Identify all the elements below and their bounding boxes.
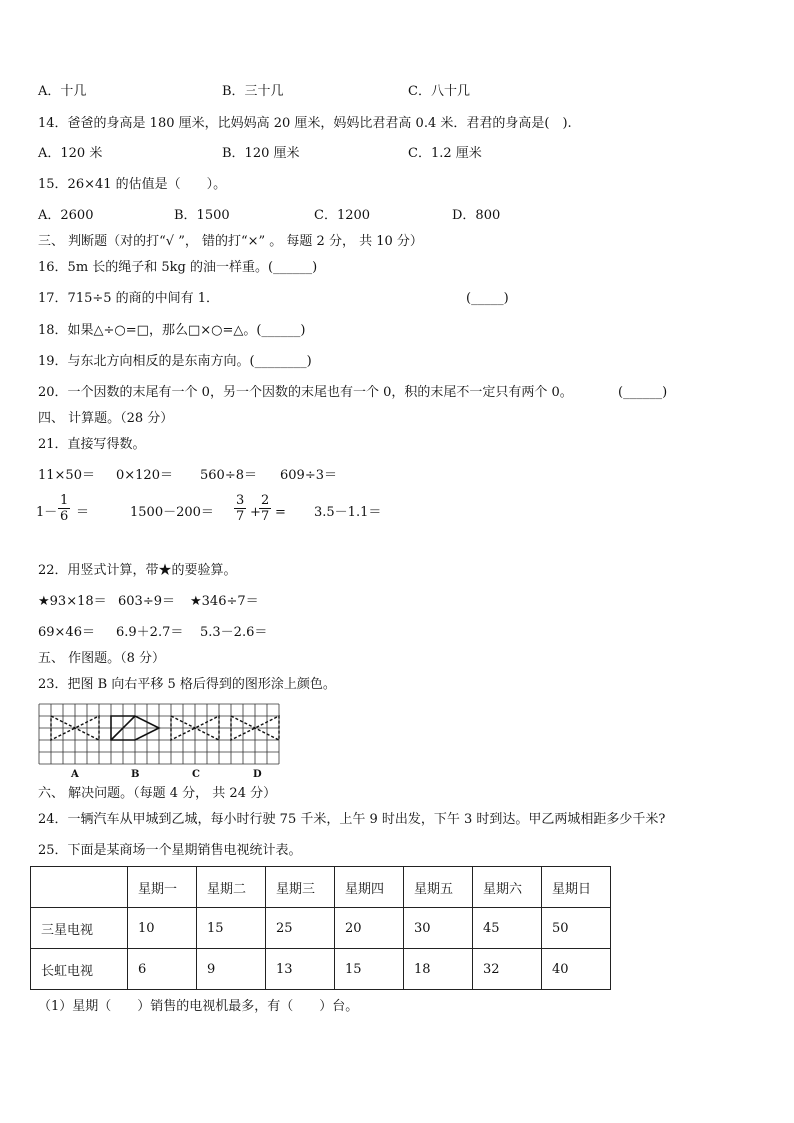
figure-label-a: A — [71, 769, 79, 780]
q21-expr-1: 11×50＝ — [38, 468, 95, 483]
q22-expr-4: 69×46＝ — [38, 625, 95, 640]
table-row — [31, 908, 611, 949]
tv-sales-table — [30, 866, 611, 990]
q13-option-b: B．三十几 — [222, 84, 284, 99]
table-header-cell: 星期日 — [542, 867, 611, 908]
fraction-numerator: 1 — [60, 493, 69, 508]
table-cell: 40 — [542, 949, 611, 990]
q23-stem: 23．把图 B 向右平移 5 格后得到的图形涂上颜色。 — [38, 677, 336, 692]
table-cell: 18 — [404, 949, 473, 990]
table-header-cell: 星期三 — [266, 867, 335, 908]
table-cell: 30 — [404, 908, 473, 949]
table-cell: 25 — [266, 908, 335, 949]
table-cell: 9 — [197, 949, 266, 990]
q13-option-a: A．十几 — [38, 84, 87, 99]
section3-heading: 三、 判断题（对的打“√ ”， 错的打“×” 。 每题 2 分， 共 10 分） — [38, 234, 423, 249]
table-row-label: 三星电视 — [31, 908, 128, 949]
q21-expr-3: 560÷8＝ — [200, 468, 257, 483]
table-cell: 50 — [542, 908, 611, 949]
q21-expr-5-prefix: 1－ — [36, 505, 58, 520]
q25-sub-question-1: （1）星期（ ）销售的电视机最多，有（ ）台。 — [38, 999, 359, 1014]
table-header-row — [31, 867, 611, 908]
table-row — [31, 949, 611, 990]
section6-heading: 六、 解决问题。（每题 4 分， 共 24 分） — [38, 786, 277, 801]
q21-expr-2: 0×120＝ — [116, 468, 173, 483]
q14-option-a: A．120 米 — [38, 146, 103, 161]
q21-expr-8: 3.5－1.1＝ — [314, 505, 382, 520]
fraction-denominator: 6 — [60, 509, 69, 524]
fraction-denominator: 7 — [261, 509, 270, 524]
table-cell: 20 — [335, 908, 404, 949]
section4-heading: 四、 计算题。（28 分） — [38, 411, 174, 426]
q22-expr-3: ★346÷7＝ — [190, 594, 259, 609]
q21-fraction-3-7 — [234, 493, 246, 524]
q21-expr-4: 609÷3＝ — [280, 468, 337, 483]
figure-label-c: C — [192, 769, 200, 780]
q15-option-b: B．1500 — [174, 208, 230, 223]
q17-text: 17．715÷5 的商的中间有 1． — [38, 291, 220, 306]
figure-label-d: D — [253, 769, 262, 780]
q20-text: 20．一个因数的末尾有一个 0，另一个因数的末尾也有一个 0，积的末尾不一定只有两个 0。 — [38, 385, 573, 400]
q13-option-c: C．八十几 — [408, 84, 470, 99]
q22-expr-2: 603÷9＝ — [118, 594, 175, 609]
q22-stem: 22．用竖式计算，带★的要验算。 — [38, 563, 237, 578]
q18-text: 18．如果△÷○=□，那么□×○=△。(______) — [38, 323, 306, 338]
q19-text: 19．与东北方向相反的是东南方向。(________) — [38, 354, 312, 369]
q15-option-c: C．1200 — [314, 208, 371, 223]
q15-option-d: D．800 — [452, 208, 501, 223]
q15-stem: 15．26×41 的估值是（ ）。 — [38, 177, 227, 192]
table-cell: 6 — [128, 949, 197, 990]
table-cell: 10 — [128, 908, 197, 949]
q15-option-a: A．2600 — [38, 208, 94, 223]
q20-answer-blank[interactable]: (______) — [618, 385, 668, 400]
q14-stem: 14．爸爸的身高是 180 厘米，比妈妈高 20 厘米，妈妈比君君高 0.4 米．君君的身高是( ). — [38, 116, 572, 131]
table-header-cell: 星期一 — [128, 867, 197, 908]
fraction-numerator: 2 — [261, 493, 270, 508]
q24-text: 24．一辆汽车从甲城到乙城，每小时行驶 75 千米，上午 9 时出发，下午 3 时到达。甲乙两城相距多少千米? — [38, 812, 666, 827]
table-header-cell: 星期五 — [404, 867, 473, 908]
table-cell: 13 — [266, 949, 335, 990]
q21-expr-5-suffix: ＝ — [76, 505, 90, 520]
q21-plus-sign: + — [250, 505, 261, 520]
table-header-cell: 星期四 — [335, 867, 404, 908]
table-row-label: 长虹电视 — [31, 949, 128, 990]
q21-expr-6: 1500－200＝ — [130, 505, 214, 520]
q14-option-c: C．1.2 厘米 — [408, 146, 482, 161]
table-cell: 15 — [197, 908, 266, 949]
q22-expr-5: 6.9＋2.7＝ — [116, 625, 184, 640]
q14-option-b: B．120 厘米 — [222, 146, 300, 161]
table-header-cell — [31, 867, 128, 908]
table-header-cell: 星期二 — [197, 867, 266, 908]
fraction-numerator: 3 — [236, 493, 245, 508]
q21-stem: 21．直接写得数。 — [38, 437, 146, 452]
fraction-denominator: 7 — [236, 509, 245, 524]
table-cell: 32 — [473, 949, 542, 990]
table-header-cell: 星期六 — [473, 867, 542, 908]
q22-expr-6: 5.3－2.6＝ — [200, 625, 268, 640]
table-cell: 15 — [335, 949, 404, 990]
section5-heading: 五、 作图题。（8 分） — [38, 651, 166, 666]
q21-fraction-1-6 — [58, 493, 70, 524]
q21-equal-sign: = — [275, 505, 286, 520]
q22-expr-1: ★93×18＝ — [38, 594, 107, 609]
q17-answer-blank[interactable]: (_____) — [466, 291, 509, 306]
q16-text: 16．5m 长的绳子和 5kg 的油一样重。(______) — [38, 260, 318, 275]
q21-fraction-2-7 — [259, 493, 271, 524]
q25-stem: 25．下面是某商场一个星期销售电视统计表。 — [38, 843, 302, 858]
q23-grid-figure — [38, 703, 282, 767]
figure-label-b: B — [131, 769, 140, 780]
table-cell: 45 — [473, 908, 542, 949]
